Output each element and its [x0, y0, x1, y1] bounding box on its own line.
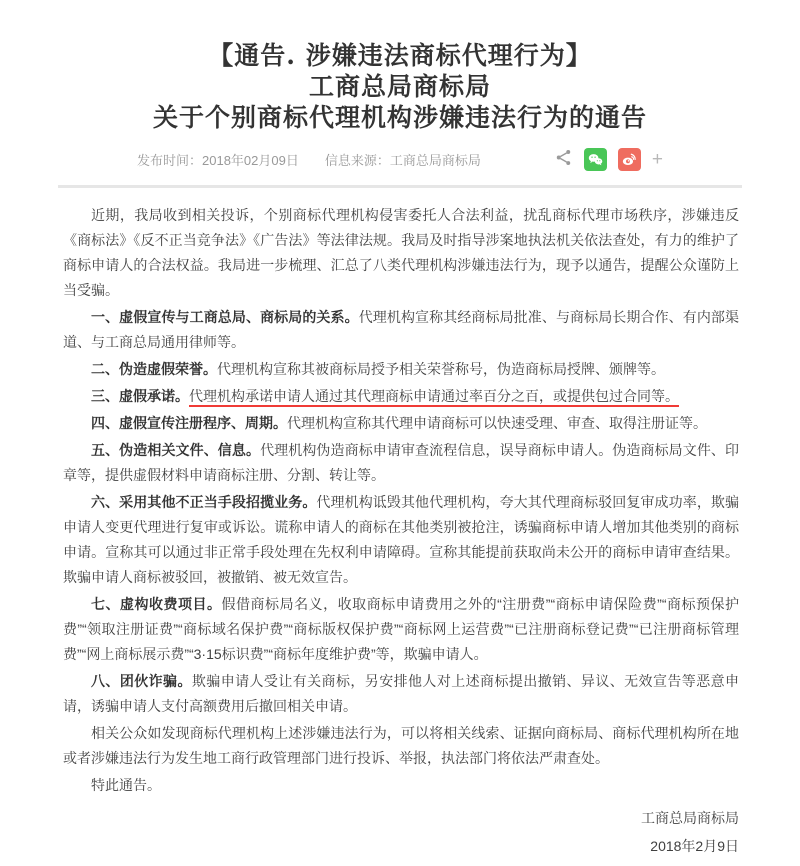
notice-paragraph-10	[63, 721, 739, 771]
publish-time-label: 发布时间：	[137, 152, 203, 168]
page-title	[40, 40, 760, 133]
paragraph-text: 欺骗申请人受让有关商标，另安排他人对上述商标提出撤销、异议、无效宣告等恶意申请，诱骗申请人支付高额费用后撤回相关申请。	[63, 673, 740, 714]
paragraph-lead: 三、虚假承诺。	[91, 388, 189, 404]
notice-paragraph-11	[63, 773, 739, 798]
article-body	[0, 188, 800, 798]
paragraph-lead: 四、虚假宣传注册程序、周期。	[91, 415, 287, 431]
page-title-line-3: 关于个别商标代理机构涉嫌违法行为的通告	[152, 103, 647, 132]
paragraph-text: 代理机构伪造商标申请审查流程信息，误导商标申请人。伪造商标局文件、印章等，提供虚假材料申请商标注册、分割、转让等。	[63, 442, 740, 483]
wechat-share-icon[interactable]	[584, 148, 607, 171]
paragraph-text: 代理机构宣称其代理申请商标可以快速受理、审查、取得注册证等。	[287, 415, 707, 431]
page-title-line-1: 【通告. 涉嫌违法商标代理行为】	[208, 41, 592, 70]
signature-org: 工商总局商标局	[641, 810, 739, 826]
more-share-icon[interactable]: +	[651, 148, 663, 170]
notice-paragraph-5	[63, 411, 739, 436]
paragraph-lead: 七、虚构收费项目。	[91, 596, 222, 612]
paragraph-text: 特此通告。	[91, 777, 161, 793]
signature-date: 2018年2月9日	[650, 838, 739, 854]
meta-row	[0, 146, 800, 172]
notice-page	[0, 40, 800, 866]
paragraph-text: 假借商标局名义，收取商标申请费用之外的“注册费”“商标申请保险费”“商标预保护费”“领取注册证费”“商标域名保护费”“商标版权保护费”“商标网上运营费”“已注册商标登记费”“已注册商标管理费”“网上商标展示费”“3·15标识费”“商标年度维护费”等，欺骗申请人。	[63, 596, 740, 662]
info-source	[325, 150, 481, 169]
paragraph-lead: 二、伪造虚假荣誉。	[91, 361, 217, 377]
notice-paragraph-2	[63, 305, 739, 355]
paragraph-lead: 八、团伙诈骗。	[91, 673, 192, 689]
info-source-value: 工商总局商标局	[389, 152, 481, 168]
paragraph-text: 代理机构宣称其被商标局授予相关荣誉称号，伪造商标局授牌、颁牌等。	[217, 361, 665, 377]
paragraph-text: 代理机构诋毁其他代理机构，夸大其代理商标驳回复审成功率，欺骗申请人变更代理进行复审或诉讼。谎称申请人的商标在其他类别被抢注，诱骗商标申请人增加其他类别的商标申请。宣称其可以通过非正常手段处理在先权利申请障碍。宣称其能提前获取尚未公开的商标申请审查结果。欺骗申请人商标被驳回，被撤销、被无效宣告。	[63, 494, 739, 585]
signature-block	[0, 804, 800, 860]
publish-time	[137, 150, 299, 169]
share-toolbar	[543, 148, 663, 171]
notice-paragraph-9	[63, 669, 739, 719]
paragraph-text: 近期，我局收到相关投诉，个别商标代理机构侵害委托人合法利益，扰乱商标代理市场秩序，涉嫌违反《商标法》《反不正当竞争法》《广告法》等法律法规。我局及时指导涉案地执法机关依法查处，有力的维护了商标申请人的合法权益。我局进一步梳理、汇总了八类代理机构涉嫌违法行为，现予以通告，提醒公众谨防上当受骗。	[63, 207, 739, 298]
paragraph-lead: 五、伪造相关文件、信息。	[91, 442, 261, 458]
paragraph-text: 代理机构宣称其经商标局批准、与商标局长期合作、有内部渠道、与工商总局通用律师等。	[63, 309, 740, 350]
paragraph-text: 相关公众如发现商标代理机构上述涉嫌违法行为，可以将相关线索、证据向商标局、商标代理机构所在地或者涉嫌违法行为发生地工商行政管理部门进行投诉、举报，执法部门将依法严肃查处。	[63, 725, 739, 766]
weibo-share-icon[interactable]	[618, 148, 641, 171]
paragraph-lead: 一、虚假宣传与工商总局、商标局的关系。	[91, 309, 359, 325]
info-source-label: 信息来源：	[324, 152, 390, 168]
page-title-line-2: 工商总局商标局	[308, 72, 491, 101]
notice-paragraph-8	[63, 592, 739, 667]
underlined-claim: 代理机构承诺申请人通过其代理商标申请通过率百分之百，或提供包过合同等。	[189, 388, 679, 407]
notice-paragraph-4	[63, 384, 739, 409]
share-icon[interactable]	[554, 148, 573, 170]
notice-paragraph-7	[63, 490, 739, 590]
notice-paragraph-6	[63, 438, 739, 488]
paragraph-lead: 六、采用其他不正当手段招揽业务。	[91, 494, 317, 510]
notice-paragraph-1	[63, 203, 739, 303]
notice-paragraph-3	[63, 357, 739, 382]
publish-time-value: 2018年02月09日	[202, 152, 299, 168]
